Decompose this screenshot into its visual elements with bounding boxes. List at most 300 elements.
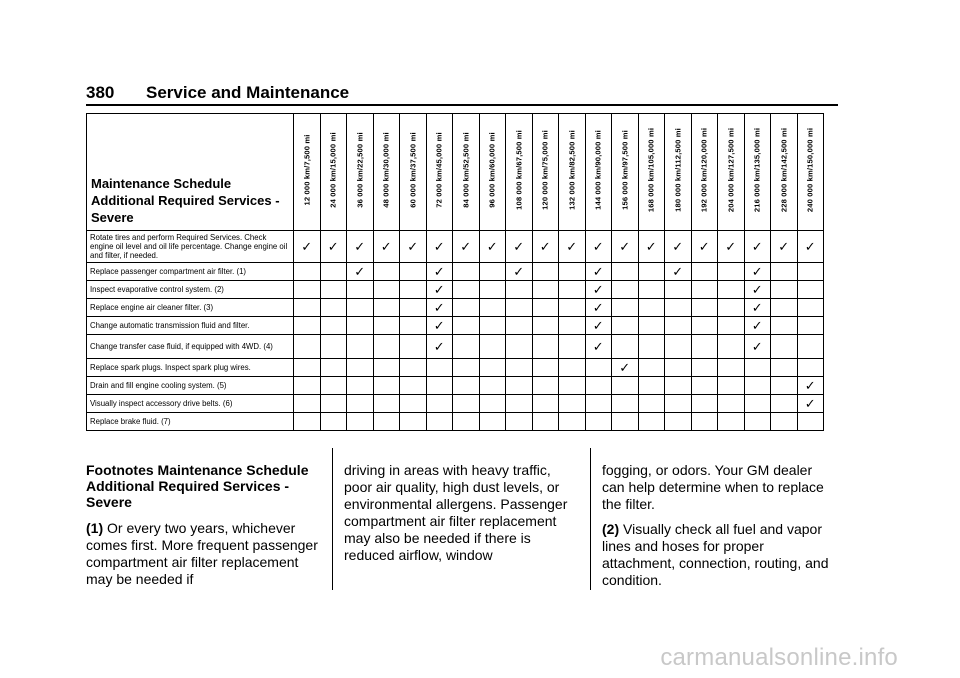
schedule-cell: [347, 299, 374, 317]
schedule-cell: [347, 263, 374, 281]
checkmark-icon: ✓: [778, 238, 790, 254]
interval-column-header: [294, 114, 321, 231]
service-label: Change transfer case fluid, if equipped with 4WD. (4): [87, 335, 294, 359]
schedule-cell: [691, 281, 718, 299]
interval-column-header: [797, 114, 824, 231]
schedule-cell: [665, 335, 692, 359]
schedule-cell: [532, 377, 559, 395]
service-label: Rotate tires and perform Required Services. Check engine oil level and oil life percentage. Change engine oil and filter, if needed.: [87, 231, 294, 263]
schedule-cell: [612, 395, 639, 413]
checkmark-icon: ✓: [513, 238, 525, 254]
schedule-cell: [797, 359, 824, 377]
interval-label: 192 000 km/120,000 mi: [699, 127, 709, 213]
schedule-cell: [426, 377, 453, 395]
schedule-cell: [585, 281, 612, 299]
schedule-cell: [665, 395, 692, 413]
schedule-cell: [479, 377, 506, 395]
checkmark-icon: ✓: [592, 317, 604, 333]
schedule-cell: [718, 413, 745, 431]
schedule-cell: [585, 317, 612, 335]
schedule-cell: [744, 413, 771, 431]
schedule-cell: [294, 231, 321, 263]
schedule-cell: [453, 299, 480, 317]
schedule-cell: [797, 231, 824, 263]
schedule-cell: [665, 377, 692, 395]
schedule-cell: [479, 317, 506, 335]
schedule-cell: [612, 317, 639, 335]
checkmark-icon: ✓: [751, 238, 763, 254]
checkmark-icon: ✓: [592, 263, 604, 279]
interval-label: 144 000 km/90,000 mi: [593, 130, 603, 210]
footnote-1: [86, 520, 322, 588]
schedule-cell: [638, 335, 665, 359]
footnote-2-marker: (2): [602, 521, 620, 537]
schedule-cell: [453, 281, 480, 299]
interval-label: 240 000 km/150,000 mi: [805, 127, 815, 213]
interval-column-header: [638, 114, 665, 231]
schedule-cell: [400, 395, 427, 413]
header-rule: [86, 104, 838, 106]
schedule-cell: [532, 299, 559, 317]
schedule-cell: [771, 281, 798, 299]
schedule-cell: [426, 317, 453, 335]
schedule-cell: [559, 317, 586, 335]
schedule-cell: [320, 317, 347, 335]
schedule-cell: [294, 359, 321, 377]
interval-label: 180 000 km/112,500 mi: [673, 128, 683, 212]
schedule-cell: [665, 281, 692, 299]
service-label: Change automatic transmission fluid and filter.: [87, 317, 294, 335]
checkmark-icon: ✓: [327, 238, 339, 254]
watermark: carmanualsonline.info: [660, 644, 898, 671]
interval-column-header: [426, 114, 453, 231]
checkmark-icon: ✓: [592, 299, 604, 315]
schedule-cell: [744, 335, 771, 359]
schedule-cell: [479, 359, 506, 377]
schedule-cell: [479, 299, 506, 317]
checkmark-icon: ✓: [804, 395, 816, 411]
checkmark-icon: ✓: [513, 263, 525, 279]
checkmark-icon: ✓: [407, 238, 419, 254]
interval-label: 96 000 km/60,000 mi: [487, 132, 497, 208]
interval-label: 228 000 km/142,500 mi: [779, 127, 789, 213]
table-row: [87, 395, 824, 413]
schedule-cell: [718, 299, 745, 317]
schedule-cell: [347, 395, 374, 413]
schedule-cell: [373, 231, 400, 263]
schedule-cell: [718, 395, 745, 413]
checkmark-icon: ✓: [592, 238, 604, 254]
table-row: [87, 281, 824, 299]
footnote-1-continued-2: fogging, or odors. Your GM dealer can help determine when to replace the filter.: [602, 462, 824, 512]
schedule-cell: [665, 263, 692, 281]
schedule-cell: [771, 317, 798, 335]
interval-column-header: [506, 114, 533, 231]
schedule-cell: [797, 335, 824, 359]
schedule-cell: [400, 281, 427, 299]
schedule-cell: [665, 359, 692, 377]
schedule-cell: [771, 263, 798, 281]
schedule-cell: [797, 395, 824, 413]
schedule-cell: [453, 413, 480, 431]
schedule-cell: [797, 377, 824, 395]
table-row: [87, 377, 824, 395]
schedule-cell: [691, 395, 718, 413]
schedule-cell: [744, 317, 771, 335]
table-row: [87, 317, 824, 335]
schedule-cell: [559, 395, 586, 413]
schedule-cell: [559, 299, 586, 317]
schedule-cell: [347, 359, 374, 377]
schedule-cell: [665, 317, 692, 335]
schedule-cell: [718, 231, 745, 263]
schedule-title: Maintenance Schedule Additional Required Services - Severe: [87, 114, 294, 231]
schedule-cell: [691, 413, 718, 431]
checkmark-icon: ✓: [592, 338, 604, 354]
schedule-cell: [347, 231, 374, 263]
schedule-cell: [718, 317, 745, 335]
schedule-cell: [559, 263, 586, 281]
schedule-cell: [347, 413, 374, 431]
schedule-cell: [373, 395, 400, 413]
schedule-cell: [400, 263, 427, 281]
interval-label: 156 000 km/97,500 mi: [620, 130, 630, 210]
column-divider: [332, 448, 333, 590]
schedule-cell: [612, 281, 639, 299]
schedule-cell: [320, 377, 347, 395]
schedule-cell: [532, 395, 559, 413]
schedule-cell: [400, 299, 427, 317]
schedule-cell: [373, 377, 400, 395]
schedule-cell: [294, 335, 321, 359]
schedule-cell: [506, 231, 533, 263]
footnotes-column-2: [344, 462, 580, 572]
service-label: Drain and fill engine cooling system. (5): [87, 377, 294, 395]
schedule-cell: [506, 263, 533, 281]
schedule-cell: [373, 281, 400, 299]
schedule-cell: [585, 299, 612, 317]
schedule-cell: [691, 335, 718, 359]
schedule-cell: [506, 299, 533, 317]
schedule-cell: [479, 335, 506, 359]
interval-label: 60 000 km/37,500 mi: [408, 132, 418, 208]
footnotes-title: Footnotes Maintenance Schedule Additional Required Services - Severe: [86, 462, 309, 510]
schedule-cell: [638, 377, 665, 395]
checkmark-icon: ✓: [619, 359, 631, 375]
schedule-cell: [797, 413, 824, 431]
schedule-cell: [479, 263, 506, 281]
schedule-cell: [585, 395, 612, 413]
schedule-cell: [532, 317, 559, 335]
checkmark-icon: ✓: [804, 238, 816, 254]
interval-label: 108 000 km/67,500 mi: [514, 130, 524, 210]
schedule-cell: [532, 263, 559, 281]
checkmark-icon: ✓: [751, 338, 763, 354]
schedule-cell: [771, 377, 798, 395]
footnote-1-text-a: Or every two years, whichever comes first. More frequent passenger compartment air filter replacement may be needed if: [86, 520, 318, 587]
checkmark-icon: ✓: [433, 338, 445, 354]
checkmark-icon: ✓: [698, 238, 710, 254]
interval-column-header: [665, 114, 692, 231]
interval-column-header: [400, 114, 427, 231]
table-header-row: [87, 114, 824, 231]
checkmark-icon: ✓: [539, 238, 551, 254]
schedule-cell: [718, 263, 745, 281]
service-label: Replace brake fluid. (7): [87, 413, 294, 431]
schedule-cell: [347, 335, 374, 359]
interval-label: 84 000 km/52,500 mi: [461, 132, 471, 208]
footnote-2-text: Visually check all fuel and vapor lines and hoses for proper attachment, connection, routing, and condition.: [602, 521, 829, 588]
schedule-cell: [400, 359, 427, 377]
schedule-cell: [744, 281, 771, 299]
schedule-cell: [638, 231, 665, 263]
schedule-cell: [400, 335, 427, 359]
footnote-2: [602, 521, 838, 589]
schedule-cell: [320, 231, 347, 263]
schedule-cell: [320, 395, 347, 413]
schedule-cell: [559, 335, 586, 359]
checkmark-icon: ✓: [301, 238, 313, 254]
table-row: [87, 299, 824, 317]
service-label: Replace passenger compartment air filter. (1): [87, 263, 294, 281]
schedule-cell: [612, 299, 639, 317]
schedule-cell: [744, 395, 771, 413]
schedule-cell: [400, 413, 427, 431]
interval-column-header: [559, 114, 586, 231]
schedule-cell: [665, 299, 692, 317]
schedule-cell: [771, 359, 798, 377]
schedule-cell: [665, 413, 692, 431]
schedule-cell: [559, 377, 586, 395]
schedule-cell: [691, 299, 718, 317]
checkmark-icon: ✓: [672, 238, 684, 254]
schedule-cell: [426, 231, 453, 263]
schedule-cell: [797, 263, 824, 281]
interval-column-header: [453, 114, 480, 231]
checkmark-icon: ✓: [354, 238, 366, 254]
schedule-cell: [559, 281, 586, 299]
schedule-cell: [479, 231, 506, 263]
checkmark-icon: ✓: [433, 317, 445, 333]
schedule-cell: [638, 317, 665, 335]
checkmark-icon: ✓: [380, 238, 392, 254]
interval-label: 204 000 km/127,500 mi: [726, 127, 736, 213]
service-label: Inspect evaporative control system. (2): [87, 281, 294, 299]
schedule-cell: [506, 377, 533, 395]
schedule-cell: [400, 231, 427, 263]
schedule-cell: [453, 335, 480, 359]
schedule-cell: [294, 281, 321, 299]
schedule-cell: [479, 395, 506, 413]
schedule-cell: [691, 263, 718, 281]
checkmark-icon: ✓: [566, 238, 578, 254]
maintenance-schedule-table: [86, 113, 824, 431]
schedule-cell: [373, 359, 400, 377]
checkmark-icon: ✓: [672, 263, 684, 279]
interval-column-header: [771, 114, 798, 231]
schedule-cell: [691, 377, 718, 395]
interval-column-header: [612, 114, 639, 231]
schedule-cell: [453, 317, 480, 335]
schedule-cell: [400, 317, 427, 335]
schedule-cell: [453, 231, 480, 263]
service-label: Visually inspect accessory drive belts. (6): [87, 395, 294, 413]
page-header: [86, 80, 838, 106]
interval-label: 132 000 km/82,500 mi: [567, 130, 577, 210]
interval-label: 36 000 km/22,500 mi: [355, 132, 365, 208]
schedule-cell: [585, 231, 612, 263]
schedule-cell: [373, 335, 400, 359]
interval-label: 24 000 km/15,000 mi: [328, 132, 338, 208]
schedule-cell: [479, 281, 506, 299]
schedule-cell: [294, 413, 321, 431]
schedule-cell: [506, 413, 533, 431]
interval-column-header: [373, 114, 400, 231]
schedule-cell: [638, 395, 665, 413]
schedule-cell: [771, 335, 798, 359]
schedule-cell: [506, 335, 533, 359]
interval-column-header: [744, 114, 771, 231]
schedule-cell: [453, 377, 480, 395]
schedule-cell: [426, 395, 453, 413]
schedule-cell: [771, 231, 798, 263]
checkmark-icon: ✓: [433, 299, 445, 315]
schedule-cell: [744, 377, 771, 395]
schedule-cell: [453, 359, 480, 377]
service-label: Replace spark plugs. Inspect spark plug wires.: [87, 359, 294, 377]
schedule-cell: [532, 359, 559, 377]
schedule-cell: [638, 263, 665, 281]
schedule-cell: [797, 317, 824, 335]
schedule-cell: [744, 299, 771, 317]
schedule-cell: [771, 395, 798, 413]
table-row: [87, 413, 824, 431]
schedule-cell: [559, 231, 586, 263]
schedule-cell: [612, 359, 639, 377]
schedule-cell: [320, 299, 347, 317]
checkmark-icon: ✓: [619, 238, 631, 254]
schedule-cell: [426, 335, 453, 359]
schedule-cell: [506, 359, 533, 377]
schedule-cell: [320, 263, 347, 281]
schedule-cell: [506, 317, 533, 335]
footnote-1-marker: (1): [86, 520, 104, 536]
schedule-cell: [320, 281, 347, 299]
schedule-cell: [320, 335, 347, 359]
schedule-cell: [294, 299, 321, 317]
interval-column-header: [691, 114, 718, 231]
schedule-cell: [691, 231, 718, 263]
schedule-cell: [612, 231, 639, 263]
schedule-cell: [718, 377, 745, 395]
checkmark-icon: ✓: [751, 263, 763, 279]
checkmark-icon: ✓: [486, 238, 498, 254]
schedule-cell: [691, 317, 718, 335]
schedule-cell: [585, 335, 612, 359]
schedule-cell: [373, 413, 400, 431]
schedule-cell: [347, 377, 374, 395]
schedule-cell: [718, 335, 745, 359]
interval-column-header: [585, 114, 612, 231]
schedule-cell: [585, 359, 612, 377]
schedule-cell: [638, 413, 665, 431]
checkmark-icon: ✓: [433, 238, 445, 254]
schedule-cell: [638, 359, 665, 377]
schedule-cell: [612, 413, 639, 431]
schedule-cell: [373, 299, 400, 317]
schedule-cell: [426, 359, 453, 377]
schedule-cell: [797, 281, 824, 299]
schedule-cell: [373, 317, 400, 335]
schedule-cell: [638, 299, 665, 317]
schedule-cell: [612, 377, 639, 395]
interval-column-header: [320, 114, 347, 231]
schedule-cell: [320, 413, 347, 431]
page-number: 380: [86, 83, 115, 102]
interval-label: 12 000 km/7,500 mi: [302, 134, 312, 206]
interval-column-header: [479, 114, 506, 231]
schedule-cell: [718, 359, 745, 377]
schedule-cell: [347, 281, 374, 299]
column-divider: [590, 448, 591, 590]
checkmark-icon: ✓: [354, 263, 366, 279]
table-row: [87, 359, 824, 377]
table-row: [87, 231, 824, 263]
schedule-cell: [771, 299, 798, 317]
schedule-cell: [294, 317, 321, 335]
schedule-cell: [744, 359, 771, 377]
schedule-cell: [585, 377, 612, 395]
table-row: [87, 335, 824, 359]
schedule-cell: [771, 413, 798, 431]
schedule-cell: [426, 413, 453, 431]
schedule-cell: [532, 231, 559, 263]
schedule-cell: [559, 359, 586, 377]
schedule-cell: [453, 263, 480, 281]
footnote-1-continued: driving in areas with heavy traffic, poor air quality, high dust levels, or environmental allergens. Passenger compartment air filter replacement may also be needed if there is reduced airflow, window: [344, 462, 568, 563]
schedule-cell: [585, 263, 612, 281]
schedule-cell: [744, 263, 771, 281]
schedule-cell: [373, 263, 400, 281]
checkmark-icon: ✓: [804, 377, 816, 393]
interval-label: 168 000 km/105,000 mi: [646, 127, 656, 213]
schedule-cell: [638, 281, 665, 299]
schedule-cell: [426, 263, 453, 281]
checkmark-icon: ✓: [725, 238, 737, 254]
checkmark-icon: ✓: [751, 281, 763, 297]
schedule-cell: [453, 395, 480, 413]
interval-column-header: [718, 114, 745, 231]
schedule-cell: [294, 395, 321, 413]
schedule-cell: [612, 335, 639, 359]
schedule-cell: [559, 413, 586, 431]
schedule-cell: [532, 281, 559, 299]
schedule-cell: [294, 377, 321, 395]
schedule-cell: [585, 413, 612, 431]
interval-label: 216 000 km/135,000 mi: [752, 127, 762, 213]
schedule-cell: [506, 281, 533, 299]
schedule-cell: [718, 281, 745, 299]
interval-label: 72 000 km/45,000 mi: [434, 132, 444, 208]
checkmark-icon: ✓: [460, 238, 472, 254]
checkmark-icon: ✓: [751, 299, 763, 315]
service-label: Replace engine air cleaner filter. (3): [87, 299, 294, 317]
schedule-cell: [347, 317, 374, 335]
interval-label: 120 000 km/75,000 mi: [540, 130, 550, 210]
checkmark-icon: ✓: [433, 281, 445, 297]
schedule-cell: [532, 413, 559, 431]
schedule-cell: [479, 413, 506, 431]
